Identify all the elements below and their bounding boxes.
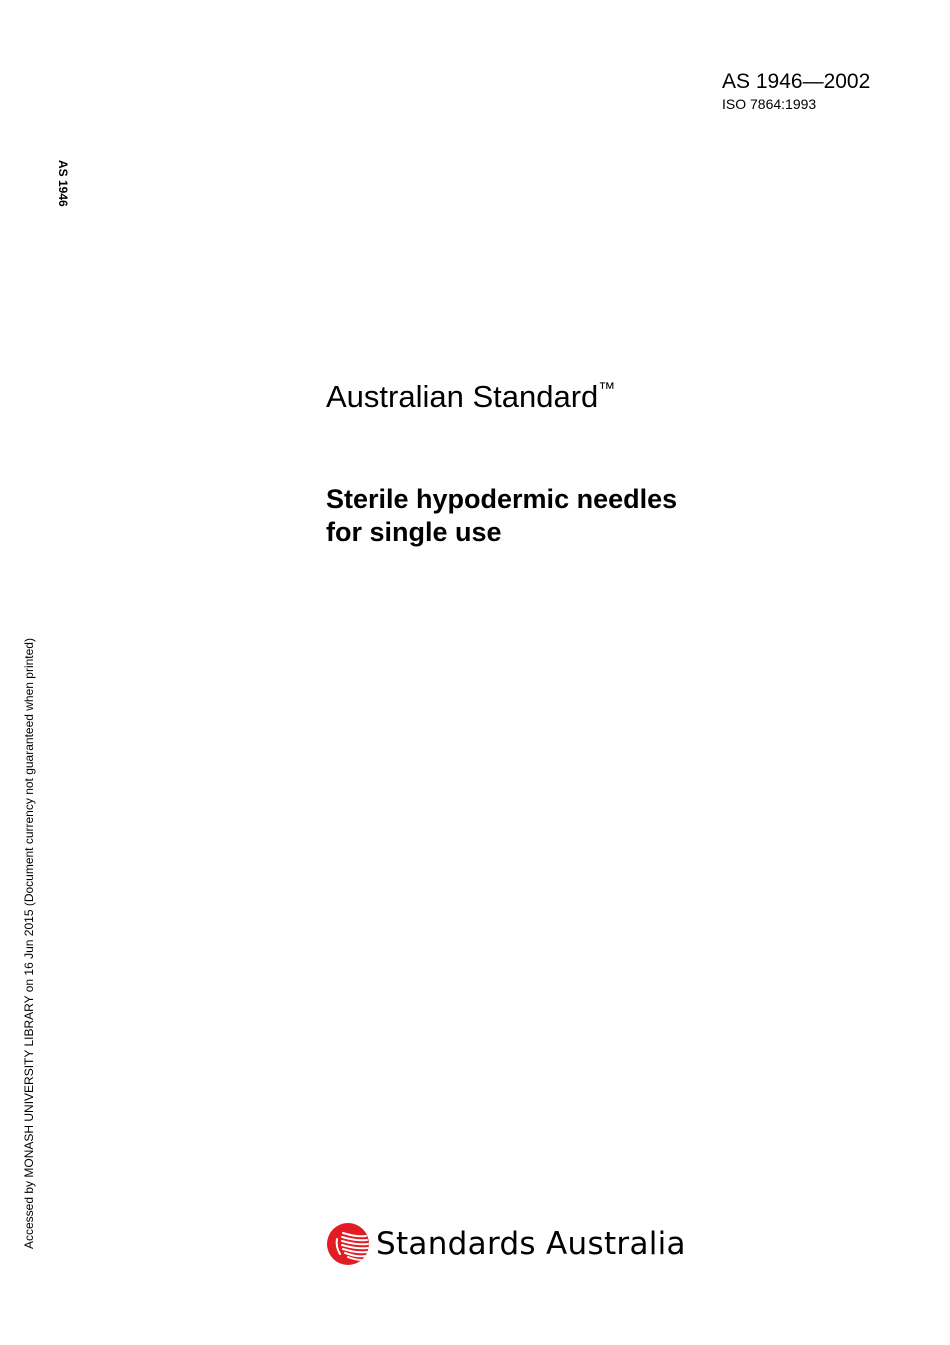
document-title: [326, 483, 746, 549]
access-note: Accessed by MONASH UNIVERSITY LIBRARY on 16 Jun 2015 (Document currency not guaranteed when printed): [22, 638, 36, 1249]
document-type: [326, 378, 615, 416]
document-type-label: Australian Standard: [326, 379, 599, 414]
publisher-brand: [326, 1221, 686, 1267]
spine-code: AS 1946: [56, 160, 70, 207]
title-line-1: Sterile hypodermic needles: [326, 484, 678, 514]
title-line-2: for single use: [326, 517, 502, 547]
standards-australia-logo-icon: [326, 1222, 370, 1266]
iso-reference: ISO 7864:1993: [722, 96, 817, 112]
trademark-symbol: ™: [598, 379, 616, 398]
publisher-name: Standards Australia: [376, 1226, 686, 1262]
standard-number: AS 1946—2002: [722, 70, 871, 93]
